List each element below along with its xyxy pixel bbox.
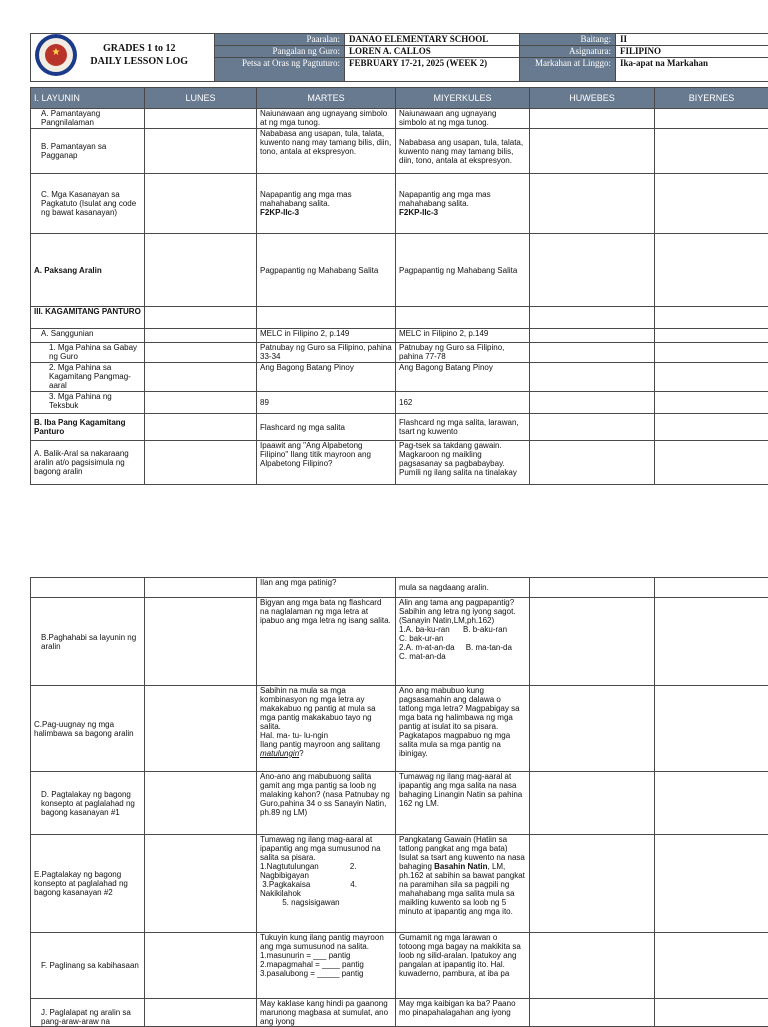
text-line: 2.mapagmahal = ____ pantig bbox=[260, 960, 392, 969]
martes-cell bbox=[257, 686, 396, 772]
table-row bbox=[31, 129, 768, 174]
miyerkules-cell: Nababasa ang usapan, tula, talata, kuwento nang may tamang bilis, diin, tono, antala at ekspresyon. bbox=[396, 129, 530, 174]
huwebes-cell bbox=[530, 772, 655, 835]
paaralan-value: DANAO ELEMENTARY SCHOOL bbox=[345, 34, 520, 46]
miyerkules-cell bbox=[396, 598, 530, 686]
huwebes-cell bbox=[530, 933, 655, 999]
biyernes-cell bbox=[655, 598, 768, 686]
biyernes-cell bbox=[655, 441, 768, 485]
text-line: 3.pasalubong = _____ pantig bbox=[260, 969, 392, 978]
row-label: D. Pagtalakay ng bagong konsepto at paglalahad ng bagong kasanayan #1 bbox=[31, 772, 145, 835]
biyernes-cell bbox=[655, 363, 768, 392]
text-line: Sabihin na mula sa mga kombinasyon ng mga letra ay makakabuo ng pantig at mula sa mga pantig makakabuo tayo ng salita. bbox=[260, 686, 392, 731]
text-line: 1.Nagtutulungan 2. Nagbibigayan bbox=[260, 862, 392, 880]
miyerkules-cell: Pag-tsek sa takdang gawain. Magkaroon ng maikling pagsasanay sa pagbabaybay. Pumili ng ilang salita na tinalakay bbox=[396, 441, 530, 485]
row-label: 2. Mga Pahina sa Kagamitang Pangmag-aaral bbox=[31, 363, 145, 392]
text-line: 1.masunurin = ___ pantig bbox=[260, 951, 392, 960]
col-lunes: LUNES bbox=[145, 88, 257, 109]
biyernes-cell bbox=[655, 343, 768, 363]
baitang-value: II bbox=[616, 34, 768, 46]
huwebes-cell bbox=[530, 363, 655, 392]
biyernes-cell bbox=[655, 129, 768, 174]
lunes-cell bbox=[145, 363, 257, 392]
miyerkules-cell: mula sa nagdaang aralin. bbox=[396, 578, 530, 598]
huwebes-cell bbox=[530, 234, 655, 307]
table-row bbox=[31, 363, 768, 392]
lunes-cell bbox=[145, 933, 257, 999]
row-label: A. Paksang Aralin bbox=[31, 234, 145, 307]
miyerkules-cell: May mga kaibigan ka ba? Paano mo pinapahalagahan ang iyong bbox=[396, 999, 530, 1027]
lunes-cell bbox=[145, 999, 257, 1027]
table-row bbox=[31, 174, 768, 234]
martes-cell: Nababasa ang usapan, tula, talata, kuwento nang may tamang bilis, diin, tono, antala at ekspresyon. bbox=[257, 129, 396, 174]
col-martes: MARTES bbox=[257, 88, 396, 109]
huwebes-cell bbox=[530, 598, 655, 686]
row-label: C. Mga Kasanayan sa Pagkatuto (Isulat ang code ng bawat kasanayan) bbox=[31, 174, 145, 234]
col-biyernes: BIYERNES bbox=[655, 88, 768, 109]
title-block bbox=[31, 34, 215, 82]
martes-cell: 89 bbox=[257, 392, 396, 414]
miyerkules-cell: Patnubay ng Guro sa Filipino, pahina 77-78 bbox=[396, 343, 530, 363]
text-line: 1.A. ba-ku-ran B. b-aku-ran bbox=[399, 625, 526, 634]
asignatura-label: Asignatura: bbox=[520, 46, 616, 58]
biyernes-cell bbox=[655, 414, 768, 441]
miyerkules-code: F2KP-IIc-3 bbox=[399, 208, 438, 217]
lunes-cell bbox=[145, 174, 257, 234]
row-label: B. Pamantayan sa Pagganap bbox=[31, 129, 145, 174]
miyerkules-cell: Ano ang mabubuo kung pagsasamahin ang dalawa o tatlong mga letra? Magpabigay sa mga bata ng halimbawa ng mga pantig at isulat ito sa pisara. Pagkatapos magpabuo ng mga salita mula sa mga pantig na ibinigay. bbox=[396, 686, 530, 772]
martes-cell: Ilan ang mga patinig? bbox=[257, 578, 396, 598]
row-label: 1. Mga Pahina sa Gabay ng Guro bbox=[31, 343, 145, 363]
table-row bbox=[31, 441, 768, 485]
huwebes-cell bbox=[530, 578, 655, 598]
biyernes-cell bbox=[655, 109, 768, 129]
row-label: III. KAGAMITANG PANTURO bbox=[31, 307, 145, 329]
table-row bbox=[31, 414, 768, 441]
biyernes-cell bbox=[655, 933, 768, 999]
table-row bbox=[31, 686, 768, 772]
huwebes-cell bbox=[530, 392, 655, 414]
text-line: 3.Pagkakaisa 4. Nakikilahok bbox=[260, 880, 392, 898]
lunes-cell bbox=[145, 578, 257, 598]
table-row bbox=[31, 933, 768, 999]
martes-text: Napapantig ang mga mas mahahabang salita. bbox=[260, 190, 352, 208]
text-line: 2.A. m-at-an-da B. ma-tan-da bbox=[399, 643, 526, 652]
martes-cell: Patnubay ng Guro sa Filipino, pahina 33-34 bbox=[257, 343, 396, 363]
lunes-cell bbox=[145, 129, 257, 174]
miyerkules-cell: Pangkatang Gawain (Hatiin sa tatlong pangkat ang mga bata) Isulat sa tsart ang kuwento na nasa bahaging Basahin Natin, LM, ph.162 at sabihin sa bawat pangkat na paramihan sila sa pagpili ng mahahabang mga salita mula sa maikling kuwento sa loob ng 5 minuto at ipapantig ang mga ito. bbox=[396, 835, 530, 933]
miyerkules-cell: MELC in Filipino 2, p.149 bbox=[396, 329, 530, 343]
miyerkules-text: Napapantig ang mga mas mahahabang salita. bbox=[399, 190, 491, 208]
biyernes-cell bbox=[655, 686, 768, 772]
table-row bbox=[31, 343, 768, 363]
text-line: Tumawag ng ilang mag-aaral at ipapantig ang mga sumusunod na salita sa pisara. bbox=[260, 835, 392, 862]
table-row bbox=[31, 835, 768, 933]
miyerkules-cell: 162 bbox=[396, 392, 530, 414]
lunes-cell bbox=[145, 414, 257, 441]
biyernes-cell bbox=[655, 578, 768, 598]
petsa-label: Petsa at Oras ng Pagtuturo: bbox=[215, 58, 345, 82]
baitang-label: Baitang: bbox=[520, 34, 616, 46]
biyernes-cell bbox=[655, 835, 768, 933]
text-line: Tukuyin kung ilang pantig mayroon ang mga sumusunod na salita. bbox=[260, 933, 392, 951]
lunes-cell bbox=[145, 686, 257, 772]
dll-title: GRADES 1 to 12 DAILY LESSON LOG bbox=[79, 42, 199, 68]
lesson-log-page-1 bbox=[30, 33, 768, 511]
row-label bbox=[31, 578, 145, 598]
text-line: Alin ang tama ang pagpapantig? bbox=[399, 598, 526, 607]
guro-label: Pangalan ng Guro: bbox=[215, 46, 345, 58]
text-line: Hal. ma- tu- lu-ngin bbox=[260, 731, 392, 740]
table-row bbox=[31, 329, 768, 343]
paaralan-label: Paaralan: bbox=[215, 34, 345, 46]
huwebes-cell bbox=[530, 329, 655, 343]
text-line: Sabihin ang letra ng iyong sagot. bbox=[399, 607, 526, 616]
huwebes-cell bbox=[530, 307, 655, 329]
miyerkules-cell: Tumawag ng ilang mag-aaral at ipapantig ang mga salita na nasa bahaging Linangin Natin sa pahina 162 ng LM. bbox=[396, 772, 530, 835]
text-line: 5. nagsisigawan bbox=[260, 898, 392, 907]
huwebes-cell bbox=[530, 109, 655, 129]
table-row bbox=[31, 578, 768, 598]
guro-value: LOREN A. CALLOS bbox=[345, 46, 520, 58]
table-row bbox=[31, 999, 768, 1027]
biyernes-cell bbox=[655, 999, 768, 1027]
table-row bbox=[31, 772, 768, 835]
col-layunin: I. LAYUNIN bbox=[31, 88, 145, 109]
text-line: C. bak-ur-an bbox=[399, 634, 526, 643]
miyerkules-cell: Pagpapantig ng Mahabang Salita bbox=[396, 234, 530, 307]
lunes-cell bbox=[145, 835, 257, 933]
martes-cell: Pagpapantig ng Mahabang Salita bbox=[257, 234, 396, 307]
huwebes-cell bbox=[530, 174, 655, 234]
martes-code: F2KP-IIc-3 bbox=[260, 208, 299, 217]
table-row bbox=[31, 598, 768, 686]
huwebes-cell bbox=[530, 835, 655, 933]
col-miyerkules: MIYERKULES bbox=[396, 88, 530, 109]
biyernes-cell bbox=[655, 329, 768, 343]
petsa-value: FEBRUARY 17-21, 2025 (WEEK 2) bbox=[345, 58, 520, 82]
row-label: C.Pag-uugnay ng mga halimbawa sa bagong aralin bbox=[31, 686, 145, 772]
martes-cell bbox=[257, 835, 396, 933]
row-label: A. Pamantayang Pangnilalaman bbox=[31, 109, 145, 129]
miyerkules-cell bbox=[396, 307, 530, 329]
biyernes-cell bbox=[655, 392, 768, 414]
table-row bbox=[31, 392, 768, 414]
martes-cell bbox=[257, 933, 396, 999]
row-label: J. Paglalapat ng aralin sa pang-araw-araw na bbox=[31, 999, 145, 1027]
biyernes-cell bbox=[655, 307, 768, 329]
column-header-row bbox=[31, 88, 768, 109]
lunes-cell bbox=[145, 329, 257, 343]
huwebes-cell bbox=[530, 343, 655, 363]
lunes-cell bbox=[145, 343, 257, 363]
huwebes-cell bbox=[530, 441, 655, 485]
table-row bbox=[31, 234, 768, 307]
row-label: E.Pagtalakay ng bagong konsepto at paglalahad ng bagong kasanayan #2 bbox=[31, 835, 145, 933]
miyerkules-cell: Gumamit ng mga larawan o totoong mga bagay na makikita sa loob ng silid-aralan. Ipatukoy ang pangalan at ipapantig ito. Hal. kuwaderno, pambura, at iba pa bbox=[396, 933, 530, 999]
lunes-cell bbox=[145, 307, 257, 329]
row-label: 3. Mga Pahina ng Teksbuk bbox=[31, 392, 145, 414]
text-line: matulungin? bbox=[260, 749, 392, 758]
miyerkules-cell: Naiunawaan ang ugnayang simbolo at ng mga tunog. bbox=[396, 109, 530, 129]
text-line: Ilang pantig mayroon ang salitang bbox=[260, 740, 392, 749]
biyernes-cell bbox=[655, 234, 768, 307]
row-label: A. Balik-Aral sa nakaraang aralin at/o pagsisimula ng bagong aralin bbox=[31, 441, 145, 485]
biyernes-cell bbox=[655, 772, 768, 835]
row-label: B. Iba Pang Kagamitang Panturo bbox=[31, 414, 145, 441]
huwebes-cell bbox=[530, 686, 655, 772]
martes-cell: Flashcard ng mga salita bbox=[257, 414, 396, 441]
markahan-value: Ika-apat na Markahan bbox=[616, 58, 768, 82]
lunes-cell bbox=[145, 441, 257, 485]
dll-main-table-2 bbox=[30, 577, 768, 1027]
huwebes-cell bbox=[530, 129, 655, 174]
lunes-cell bbox=[145, 109, 257, 129]
text-line: C. mat-an-da bbox=[399, 652, 526, 661]
martes-cell: Ano-ano ang mabubuong salita gamit ang mga pantig sa loob ng malaking kahon? (nasa Patnubay ng Guro,pahina 34 o ss Sanayin Natin, ph.89 ng LM) bbox=[257, 772, 396, 835]
lunes-cell bbox=[145, 598, 257, 686]
huwebes-cell bbox=[530, 999, 655, 1027]
lesson-log-page-2 bbox=[30, 577, 768, 1024]
martes-cell bbox=[257, 174, 396, 234]
text-line: (Sanayin Natin,LM,ph.162) bbox=[399, 616, 526, 625]
deped-seal-icon: ★ bbox=[35, 34, 77, 76]
table-row bbox=[31, 109, 768, 129]
martes-cell: Ang Bagong Batang Pinoy bbox=[257, 363, 396, 392]
miyerkules-cell bbox=[396, 174, 530, 234]
col-huwebes: HUWEBES bbox=[530, 88, 655, 109]
dll-header-table bbox=[30, 33, 768, 82]
lunes-cell bbox=[145, 772, 257, 835]
row-label: B.Paghahabi sa layunin ng aralin bbox=[31, 598, 145, 686]
row-label: F. Paglinang sa kabihasaan bbox=[31, 933, 145, 999]
row-label: A. Sanggunian bbox=[31, 329, 145, 343]
martes-cell: May kaklase kang hindi pa gaanong marunong magbasa at sumulat, ano ang iyong bbox=[257, 999, 396, 1027]
table-row bbox=[31, 307, 768, 329]
biyernes-cell bbox=[655, 174, 768, 234]
martes-cell: Bigyan ang mga bata ng flashcard na naglalaman ng mga letra at ipabuo ang mga letra ng isang salita. bbox=[257, 598, 396, 686]
martes-cell bbox=[257, 307, 396, 329]
martes-cell: Naiunawaan ang ugnayang simbolo at ng mga tunog. bbox=[257, 109, 396, 129]
asignatura-value: FILIPINO bbox=[616, 46, 768, 58]
huwebes-cell bbox=[530, 414, 655, 441]
miyerkules-cell: Flashcard ng mga salita, larawan, tsart ng kuwento bbox=[396, 414, 530, 441]
lunes-cell bbox=[145, 234, 257, 307]
lunes-cell bbox=[145, 392, 257, 414]
miyerkules-cell: Ang Bagong Batang Pinoy bbox=[396, 363, 530, 392]
dll-main-table-1 bbox=[30, 87, 768, 485]
martes-cell: Ipaawit ang "Ang Alpabetong Filipino" Ilang titik mayroon ang Alpabetong Filipino? bbox=[257, 441, 396, 485]
martes-cell: MELC in Filipino 2, p.149 bbox=[257, 329, 396, 343]
markahan-label: Markahan at Linggo: bbox=[520, 58, 616, 82]
